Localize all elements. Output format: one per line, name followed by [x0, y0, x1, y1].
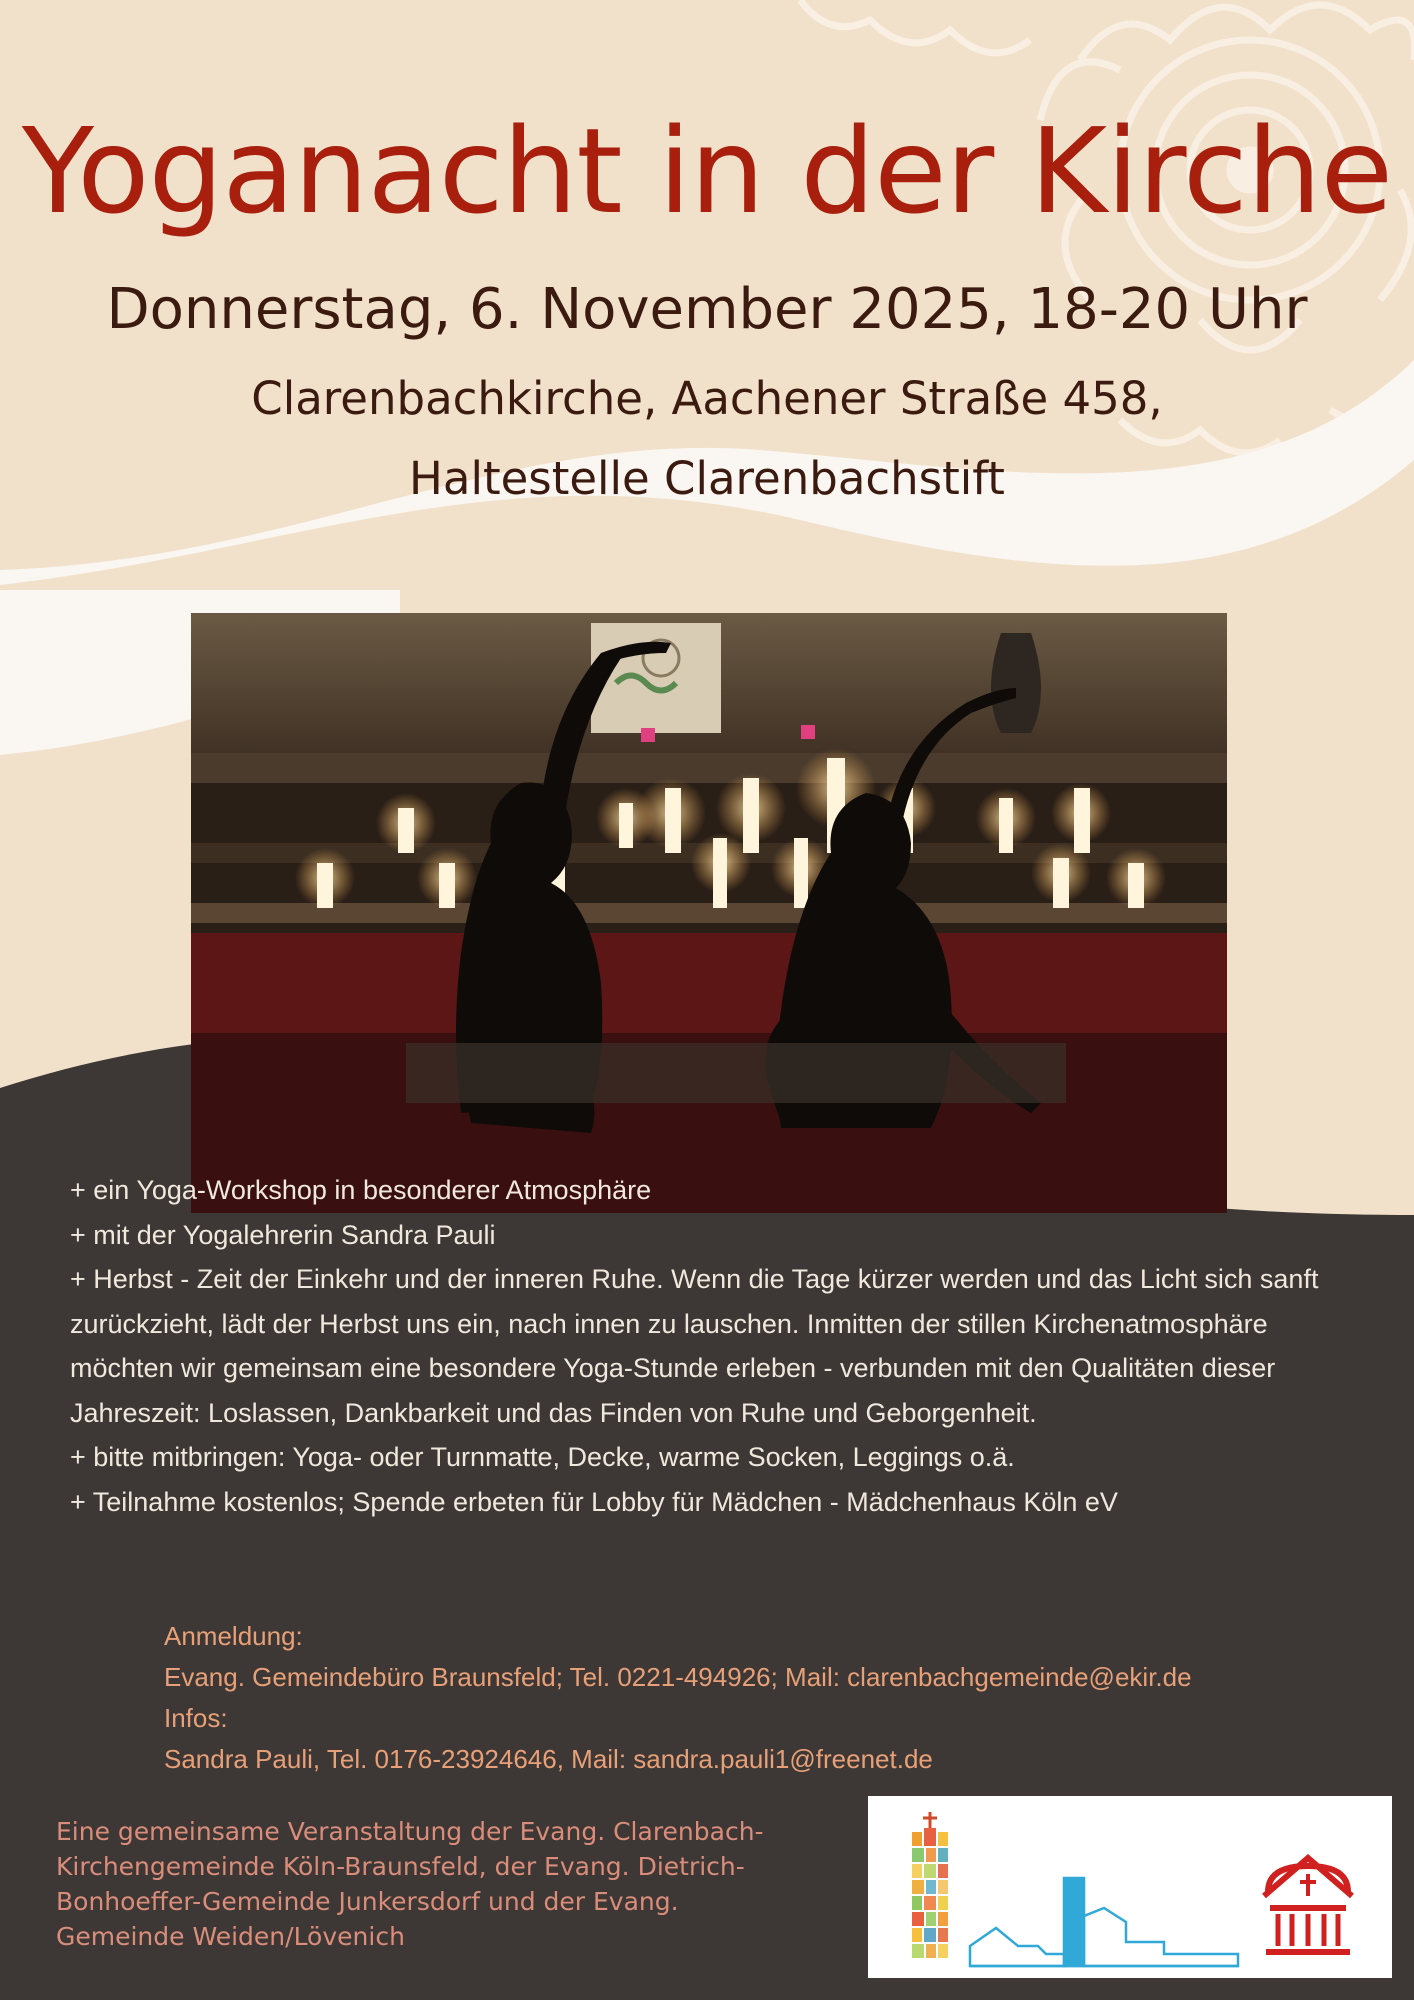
mosaic-church-tower-logo-icon: [912, 1812, 948, 1958]
event-details-list: [70, 1168, 1360, 1524]
event-date-time: Donnerstag, 6. November 2025, 18-20 Uhr: [106, 277, 1308, 342]
event-location-line1: Clarenbachkirche, Aachener Straße 458,: [251, 372, 1163, 425]
registration-label: Anmeldung:: [164, 1621, 303, 1651]
red-church-logo-icon: [1264, 1858, 1352, 1952]
detail-item: + Teilnahme kostenlos; Spende erbeten für Lobby für Mädchen - Mädchenhaus Köln eV: [70, 1486, 1118, 1517]
detail-item: + mit der Yogalehrerin Sandra Pauli: [70, 1219, 496, 1250]
registration-text: Evang. Gemeindebüro Braunsfeld; Tel. 0221-494926; Mail: clarenbachgemeinde@ekir.de: [164, 1662, 1192, 1692]
event-title: Yoganacht in der Kirche: [21, 102, 1393, 240]
organizers-text: Eine gemeinsame Veranstaltung der Evang. Clarenbach-Kirchengemeinde Köln-Braunsfeld, der Evang. Dietrich-Bonhoeffer-Gemeinde Junkersdorf und der Evang. Gemeinde Weiden/Lövenich: [56, 1817, 764, 1951]
info-label: Infos:: [164, 1703, 228, 1733]
detail-item: + bitte mitbringen: Yoga- oder Turnmatte, Decke, warme Socken, Leggings o.ä.: [70, 1442, 1015, 1472]
info-text: Sandra Pauli, Tel. 0176-23924646, Mail: sandra.pauli1@freenet.de: [164, 1744, 933, 1774]
detail-item: + ein Yoga-Workshop in besonderer Atmosphäre: [70, 1175, 652, 1205]
contact-block: [164, 1616, 1394, 1780]
parish-logos: [868, 1796, 1392, 1978]
yoga-photo: [191, 613, 1227, 1213]
yoga-photo-illustration: [191, 613, 1227, 1213]
detail-item: + Herbst - Zeit der Einkehr und der inneren Ruhe. Wenn die Tage kürzer werden und das Licht sich sanft zurückzieht, lädt der Herbst uns ein, nach innen zu lauschen. Inmitten der stillen Kirchenatmosphäre möchten wir gemeinsam eine besondere Yoga-Stunde erleben - verbunden mit den Qualitäten dieser Jahreszeit: Loslassen, Dankbarkeit und das Finden von Ruhe und Geborgenheit.: [70, 1264, 1319, 1428]
event-location-line2: Haltestelle Clarenbachstift: [409, 452, 1005, 505]
church-skyline-logo-icon: [970, 1878, 1238, 1966]
